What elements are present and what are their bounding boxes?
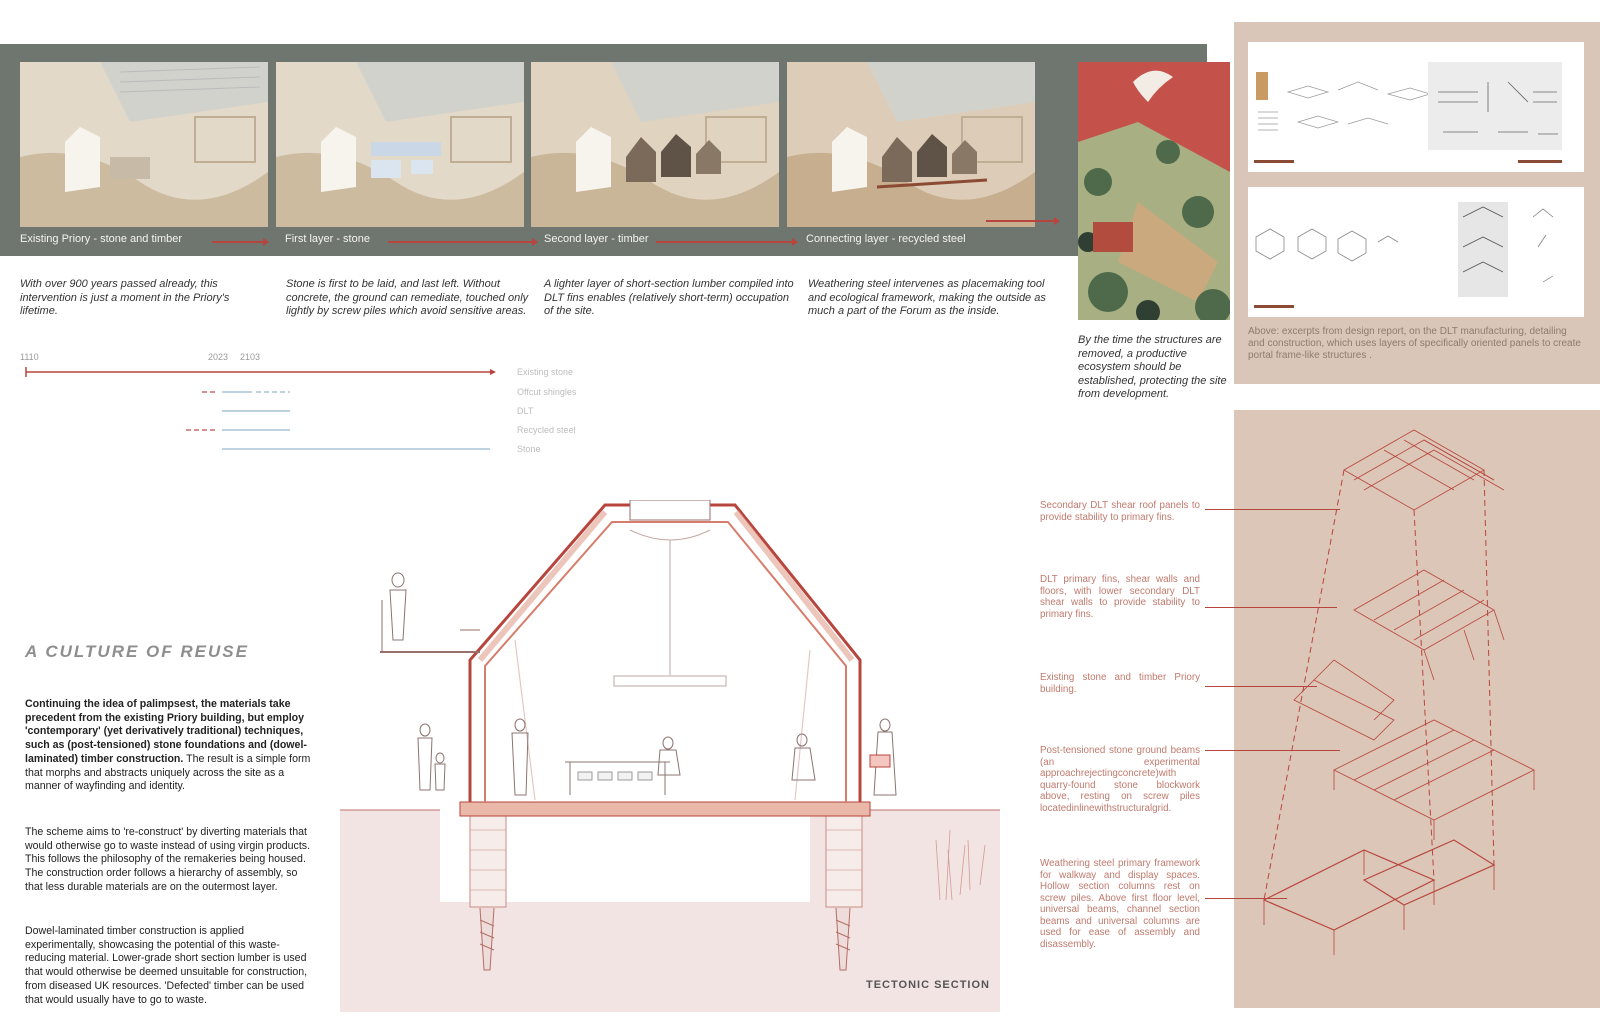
timeline-year-present: 2023 (208, 352, 229, 362)
report-caption: Above: excerpts from design report, on the DLT manufacturing, detailing and construction, which uses layers of specifically oriented panels to create portal frame-like structures . (1248, 326, 1581, 361)
timeline-year-start: 1110 (20, 352, 39, 362)
timeline-row-offcut-shingles: Offcut shingles (517, 387, 577, 397)
report-page-structure-details (1248, 42, 1584, 172)
leader-line (1205, 686, 1317, 687)
axo-label-existing-priory: Existing stone and timber Priory building. (1040, 672, 1200, 695)
leader-line (1205, 898, 1287, 899)
model-photo-existing-priory (20, 62, 268, 227)
model-photo-first-layer (276, 62, 524, 227)
ecosystem-collage (1078, 62, 1230, 320)
model-photo-connecting-layer (787, 62, 1035, 227)
timeline-year-end: 2103 (240, 352, 261, 362)
sequence-arrow (986, 220, 1058, 222)
model-photo-second-layer (531, 62, 779, 227)
axo-label-ground-beams: Post-tensioned stone ground beams (an experimental approachrejectingconcrete)with quarry-found stone blockwork above, resting on screw piles locatedinlinewithstructuralgrid. (1040, 745, 1200, 814)
axo-label-roof-panels: Secondary DLT shear roof panels to provide stability to primary fins. (1040, 500, 1200, 523)
tectonic-section-drawing (340, 500, 1000, 1012)
timeline-row-existing-stone: Existing stone (517, 367, 574, 377)
timeline-row-stone: Stone (517, 444, 541, 454)
sequence-arrow (388, 241, 536, 243)
section-title: TECTONIC SECTION (866, 979, 990, 991)
step-label-existing: Existing Priory - stone and timber (20, 233, 183, 245)
essay-paragraph-3: Dowel-laminated timber construction is applied experimentally, showcasing the potential of this waste-reducing material. Lower-grade short section lumber is used that would otherwise be deemed unsuitable for construction, from diseased UK resources. 'Defected' timber can be used that would usually have to go to waste. (25, 925, 308, 1006)
pendant-light (614, 676, 726, 686)
essay-heading: A CULTURE OF REUSE (25, 642, 249, 661)
sequence-arrow (212, 241, 267, 243)
step-label-second-layer: Second layer - timber (544, 233, 649, 245)
axo-label-primary-fins: DLT primary fins, shear walls and floors, with lower secondary DLT shear walls to provide stability to primary fins. (1040, 574, 1200, 620)
essay-paragraph-1-bold: Continuing the idea of palimpsest, the materials take precedent from the existing Priory building, but employ 'contemporary' (yet derivatively traditional) techniques, such as (post-tensioned) stone foundations and (dowel-laminated) timber construction. (25, 698, 307, 765)
sequence-arrow (656, 241, 796, 243)
dlt-portal-frame (470, 505, 860, 802)
caption-connecting-layer: Weathering steel intervenes as placemaking tool and ecological framework, making the outside as much a part of the Forum as the inside. (808, 278, 1046, 317)
essay-paragraph-2: The scheme aims to 're-construct' by diverting materials that would otherwise go to waste instead of using virgin products. This follows the philosophy of the remakeries being housed. The construction order follows a hierarchy of assembly, so that less durable materials are on the outermost layer. (25, 826, 311, 893)
collage-caption: By the time the structures are removed, a productive ecosystem should be established, protecting the site from development. (1078, 334, 1227, 400)
timeline-row-dlt: DLT (517, 406, 534, 416)
report-page-construction-sequence (1248, 187, 1584, 317)
caption-second-layer: A lighter layer of short-section lumber compiled into DLT fins enables (relatively short-term) occupation of the site. (544, 278, 794, 317)
material-timeline (20, 362, 500, 458)
rooflight (630, 500, 710, 520)
essay-paragraph-1-rest: The result is a simple form that morphs and abstracts uniquely across the site as a manner of wayfinding and identity. (25, 752, 311, 793)
caption-first-layer: Stone is first to be laid, and last left. Without concrete, the ground can remediate, touched only lightly by screw piles which avoid sensitive areas. (286, 278, 529, 317)
dlt-floor-slab (460, 802, 870, 816)
essay-paragraph-1 (25, 698, 317, 794)
leader-line (1205, 509, 1340, 510)
axo-label-steel-framework: Weathering steel primary framework for walkway and display spaces. Hollow section columns rest on screw piles. Above first floor level, universal beams, channel section beams and universal columns are used for ease of assembly and disassembly. (1040, 858, 1200, 950)
caption-existing: With over 900 years passed already, this intervention is just a moment in the Priory's lifetime. (20, 278, 230, 317)
alignment-guides (1264, 470, 1494, 900)
exploded-axonometric-panel (1234, 410, 1600, 1008)
stone-foundation-right (826, 812, 862, 907)
step-label-connecting-layer: Connecting layer - recycled steel (806, 233, 966, 245)
step-label-first-layer: First layer - stone (285, 233, 370, 245)
leader-line (1205, 607, 1337, 608)
timeline-row-recycled-steel: Recycled steel (517, 425, 576, 435)
leader-line (1205, 750, 1340, 751)
chairs (578, 772, 652, 780)
stone-foundation-left (470, 812, 506, 907)
